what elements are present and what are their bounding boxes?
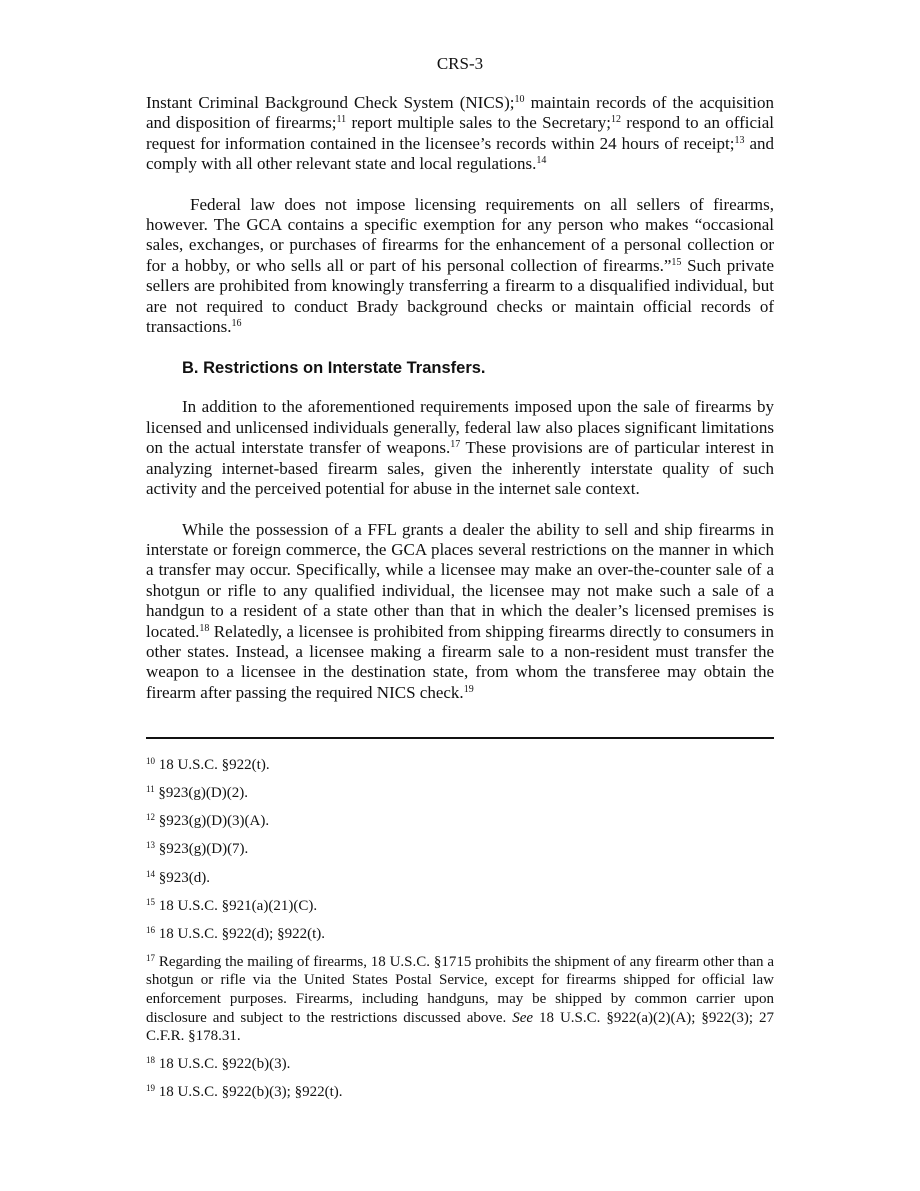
footnote-ref-12[interactable]: 12 — [611, 114, 622, 126]
footnote-ref-10[interactable]: 10 — [514, 94, 525, 105]
footnote-ref-18[interactable]: 18 — [199, 622, 210, 634]
footnote: $^{14}$ §923(d). — [146, 868, 210, 886]
footnote: $^{18}$ 18 U.S.C. §922(b)(3). — [146, 1055, 291, 1073]
footnote-ref-17[interactable]: 17 — [450, 439, 461, 451]
footnote: $^{19}$ 18 U.S.C. §922(b)(3); §922(t). — [146, 1083, 343, 1101]
footnote-ref-16[interactable]: 16 — [231, 318, 242, 330]
paragraph-licensee-obligations: Instant Criminal Background Check System (NICS);$^{10}$ maintain records of the acquisition and disposition of firearms;$^{11}$ report multiple sales to the Secretary;$^{12}$ respond to an official request for information contained in the licensee’s records within 24 hours of receipt;$^{13}$ and comply with all other relevant state and local regulations.$^{14}$ — [146, 93, 774, 174]
section-heading: B. Restrictions on Interstate Transfers. — [182, 359, 486, 378]
footnote-ref-13[interactable]: 13 — [734, 134, 745, 146]
footnote: $^{10}$ 18 U.S.C. §922(t). — [146, 756, 270, 774]
footnote-mailing: $^{17}$ Regarding the mailing of firearms, 18 U.S.C. §1715 prohibits the shipment of any firearm other than a shotgun or rifle via the United States Postal Service, except for firearms shipped for official law enforcement purposes. Firearms, including handguns, may be shipped by common carrier upon disclosure and subject to the restrictions discussed above. See 18 U.S.C. §922(a)(2)(A); §922(3); 27 C.F.R. §178.31. — [146, 952, 775, 1045]
document-page — [146, 52, 774, 1111]
page-number: CRS-3 — [436, 54, 484, 73]
footnote: $^{13}$ §923(g)(D)(7). — [146, 840, 249, 858]
paragraph-private-sellers: Federal law does not impose licensing requirements on all sellers of firearms, however. The GCA contains a specific exemption for any person who makes “occasional sales, exchanges, or purchases of firearms for the enhancement of a personal collection or for a hobby, or who sells all or part of his personal collection of firearms.”$^{15}$ Such private sellers are prohibited from knowingly transferring a firearm to a disqualified individual, but are not required to conduct Brady background checks or maintain official records of transactions.$^{16}$ — [146, 194, 774, 337]
footnotes-section — [146, 756, 774, 1102]
footnote-ref-14[interactable]: 14 — [536, 155, 547, 167]
see-signal: See — [512, 1009, 534, 1026]
footnote-ref-19[interactable]: 19 — [463, 683, 474, 695]
paragraph-interstate-limitations: In addition to the aforementioned requirements imposed upon the sale of firearms by licensed and unlicensed individuals generally, federal law also places significant limitations on the actual interstate transfer of weapons.$^{17}$ These provisions are of particular interest in analyzing internet-based firearm sales, given the inherently interstate quality of such activity and the perceived potential for abuse in the internet sale context. — [146, 397, 774, 499]
footnote-divider — [146, 737, 774, 739]
paragraph-ffl-restrictions: While the possession of a FFL grants a dealer the ability to sell and ship firearms in interstate or foreign commerce, the GCA places several restrictions on the manner in which a transfer may occur. Specifically, while a licensee may make an over-the-counter sale of a shotgun or rifle to any qualified individual, the licensee may not make such a sale of a handgun to a resident of a state other than that in which the dealer’s licensed premises is located.$^{18}$ Relatedly, a licensee is prohibited from shipping firearms directly to consumers in other states. Instead, a licensee making a firearm sale to a non-resident must transfer the weapon to a licensee in the destination state, from whom the transferee may obtain the firearm after passing the required NICS check.$^{19}$ — [146, 519, 774, 702]
footnote: $^{15}$ 18 U.S.C. §921(a)(21)(C). — [146, 896, 318, 914]
footnote: $^{12}$ §923(g)(D)(3)(A). — [146, 812, 270, 830]
footnote: $^{16}$ 18 U.S.C. §922(d); §922(t). — [146, 924, 325, 942]
footnote-ref-11[interactable]: 11 — [336, 114, 347, 126]
footnote: $^{11}$ §923(g)(D)(2). — [146, 784, 248, 802]
footnote-ref-15[interactable]: 15 — [671, 256, 682, 268]
